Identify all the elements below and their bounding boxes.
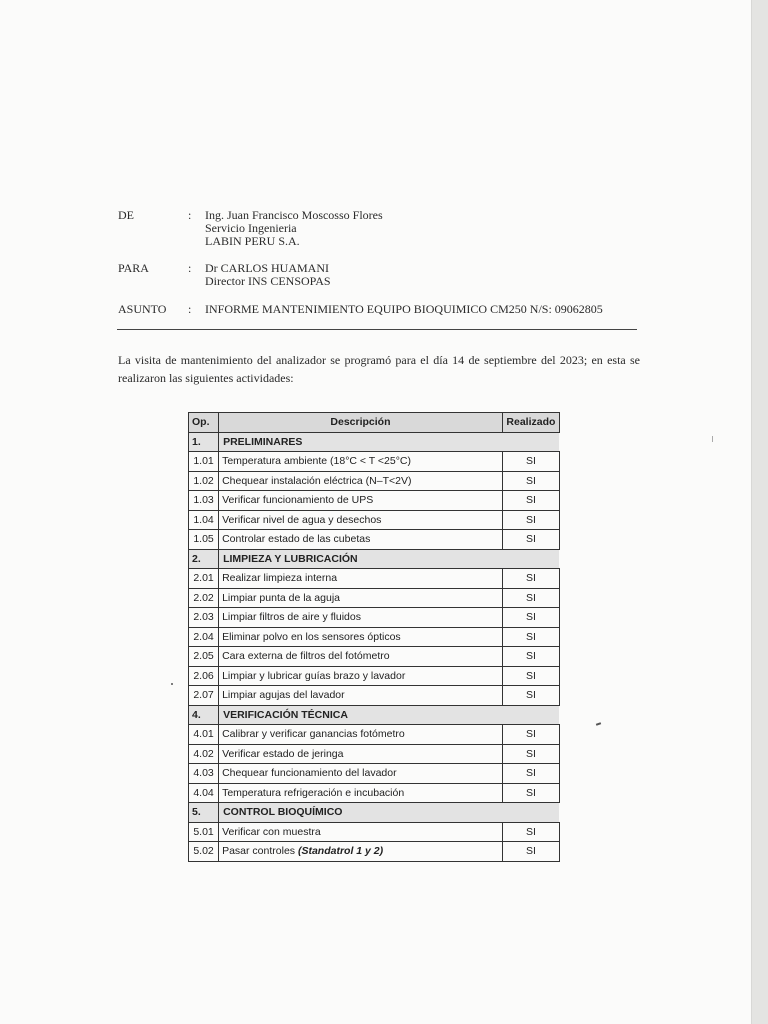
section-number: 5.: [189, 803, 219, 823]
header-divider: [117, 329, 637, 330]
table-row: [189, 530, 560, 550]
realizado-value: SI: [502, 647, 559, 667]
op-code: 1.02: [189, 471, 219, 491]
description-text: Limpiar y lubricar guías brazo y lavador: [222, 669, 406, 682]
section-title: LIMPIEZA Y LUBRICACIÓN: [219, 549, 560, 569]
activities-table: [188, 412, 560, 862]
section-title: PRELIMINARES: [219, 432, 560, 452]
para-colon: :: [188, 261, 192, 275]
asunto-line-1: INFORME MANTENIMIENTO EQUIPO BIOQUIMICO CM250 N/S: 09062805: [205, 302, 603, 316]
table-row: [189, 627, 560, 647]
op-code: 1.03: [189, 491, 219, 511]
op-code: 2.05: [189, 647, 219, 667]
section-number: 4.: [189, 705, 219, 725]
realizado-value: SI: [502, 686, 559, 706]
section-title: VERIFICACIÓN TÉCNICA: [219, 705, 560, 725]
activity-description: [219, 725, 503, 745]
activity-description: [219, 764, 503, 784]
activity-description: [219, 842, 503, 862]
section-title: CONTROL BIOQUÍMICO: [219, 803, 560, 823]
description-text: Verificar estado de jeringa: [222, 747, 344, 760]
description-text: Chequear instalación eléctrica (N–T<2V): [222, 474, 412, 487]
table-header-row: [189, 413, 560, 433]
realizado-value: SI: [502, 510, 559, 530]
header-descripcion: Descripción: [219, 413, 503, 433]
activity-description: [219, 744, 503, 764]
description-text: Controlar estado de las cubetas: [222, 533, 371, 546]
activity-description: [219, 510, 503, 530]
realizado-value: SI: [502, 842, 559, 862]
table-row: [189, 842, 560, 862]
op-code: 5.01: [189, 822, 219, 842]
realizado-value: SI: [502, 725, 559, 745]
realizado-value: SI: [502, 627, 559, 647]
op-code: 2.06: [189, 666, 219, 686]
realizado-value: SI: [502, 764, 559, 784]
table-row: [189, 764, 560, 784]
op-code: 5.02: [189, 842, 219, 862]
table-row: [189, 569, 560, 589]
realizado-value: SI: [502, 530, 559, 550]
description-text: Temperatura ambiente (18°C < T <25°C): [222, 455, 412, 468]
description-text: Pasar controles: [222, 845, 296, 858]
table-row: [189, 608, 560, 628]
realizado-value: SI: [502, 471, 559, 491]
activity-description: [219, 783, 503, 803]
activity-description: [219, 491, 503, 511]
description-text: Realizar limpieza interna: [222, 572, 338, 585]
asunto-label: ASUNTO: [118, 302, 167, 316]
description-text: Calibrar y verificar ganancias fotómetro: [222, 728, 405, 741]
scan-speck: [171, 683, 173, 685]
description-text: Verificar funcionamiento de UPS: [222, 494, 374, 507]
op-code: 2.02: [189, 588, 219, 608]
description-text: Cara externa de filtros del fotómetro: [222, 650, 390, 663]
op-code: 4.03: [189, 764, 219, 784]
op-code: 4.02: [189, 744, 219, 764]
table-row: [189, 471, 560, 491]
activity-description: [219, 471, 503, 491]
table-row: [189, 725, 560, 745]
activity-description: [219, 647, 503, 667]
op-code: 2.03: [189, 608, 219, 628]
realizado-value: SI: [502, 588, 559, 608]
section-row: [189, 705, 560, 725]
description-text: Limpiar filtros de aire y fluidos: [222, 611, 361, 624]
realizado-value: SI: [502, 569, 559, 589]
table-body: [189, 432, 560, 861]
activity-description: [219, 452, 503, 472]
table-row: [189, 783, 560, 803]
description-text: Chequear funcionamiento del lavador: [222, 767, 397, 780]
table-row: [189, 686, 560, 706]
activity-description: [219, 530, 503, 550]
intro-line-2: realizaron las siguientes actividades:: [118, 371, 294, 385]
op-code: 1.04: [189, 510, 219, 530]
de-colon: :: [188, 208, 192, 222]
activity-description: [219, 666, 503, 686]
op-code: 2.01: [189, 569, 219, 589]
section-row: [189, 549, 560, 569]
realizado-value: SI: [502, 608, 559, 628]
para-line-2: Director INS CENSOPAS: [205, 274, 331, 288]
table-row: [189, 510, 560, 530]
activity-description: [219, 608, 503, 628]
intro-paragraph: [118, 351, 640, 387]
op-code: 1.05: [189, 530, 219, 550]
table-row: [189, 491, 560, 511]
section-number: 2.: [189, 549, 219, 569]
intro-line-1: La visita de mantenimiento del analizador se programó para el día 14 de septiembre del 2023; en esta se: [118, 353, 640, 367]
activity-description: [219, 627, 503, 647]
section-number: 1.: [189, 432, 219, 452]
scan-speck: [712, 436, 713, 442]
table-row: [189, 744, 560, 764]
de-line-3: LABIN PERU S.A.: [205, 234, 300, 248]
table-row: [189, 588, 560, 608]
realizado-value: SI: [502, 491, 559, 511]
section-row: [189, 803, 560, 823]
description-emphasis: (Standatrol 1 y 2): [297, 845, 384, 858]
description-text: Verificar nivel de agua y desechos: [222, 513, 382, 526]
description-text: Eliminar polvo en los sensores ópticos: [222, 630, 401, 643]
de-line-1: Ing. Juan Francisco Moscosso Flores: [205, 208, 383, 222]
activity-description: [219, 569, 503, 589]
description-text: Limpiar agujas del lavador: [222, 689, 345, 702]
para-line-1: Dr CARLOS HUAMANI: [205, 261, 330, 275]
realizado-value: SI: [502, 744, 559, 764]
realizado-value: SI: [502, 822, 559, 842]
table-row: [189, 666, 560, 686]
description-text: Limpiar punta de la aguja: [222, 591, 340, 604]
op-code: 2.07: [189, 686, 219, 706]
op-code: 1.01: [189, 452, 219, 472]
asunto-colon: :: [188, 302, 192, 316]
activity-description: [219, 686, 503, 706]
activity-description: [219, 822, 503, 842]
table-row: [189, 822, 560, 842]
activity-description: [219, 588, 503, 608]
header-op: Op.: [189, 413, 219, 433]
op-code: 4.04: [189, 783, 219, 803]
op-code: 4.01: [189, 725, 219, 745]
header-realizado: Realizado: [502, 413, 559, 433]
table-row: [189, 647, 560, 667]
de-line-2: Servicio Ingenieria: [205, 221, 297, 235]
realizado-value: SI: [502, 666, 559, 686]
table-row: [189, 452, 560, 472]
scanner-background: [752, 0, 768, 1024]
realizado-value: SI: [502, 452, 559, 472]
para-label: PARA: [118, 261, 149, 275]
description-text: Verificar con muestra: [222, 825, 321, 838]
description-text: Temperatura refrigeración e incubación: [222, 786, 405, 799]
realizado-value: SI: [502, 783, 559, 803]
op-code: 2.04: [189, 627, 219, 647]
section-row: [189, 432, 560, 452]
de-label: DE: [118, 208, 134, 222]
